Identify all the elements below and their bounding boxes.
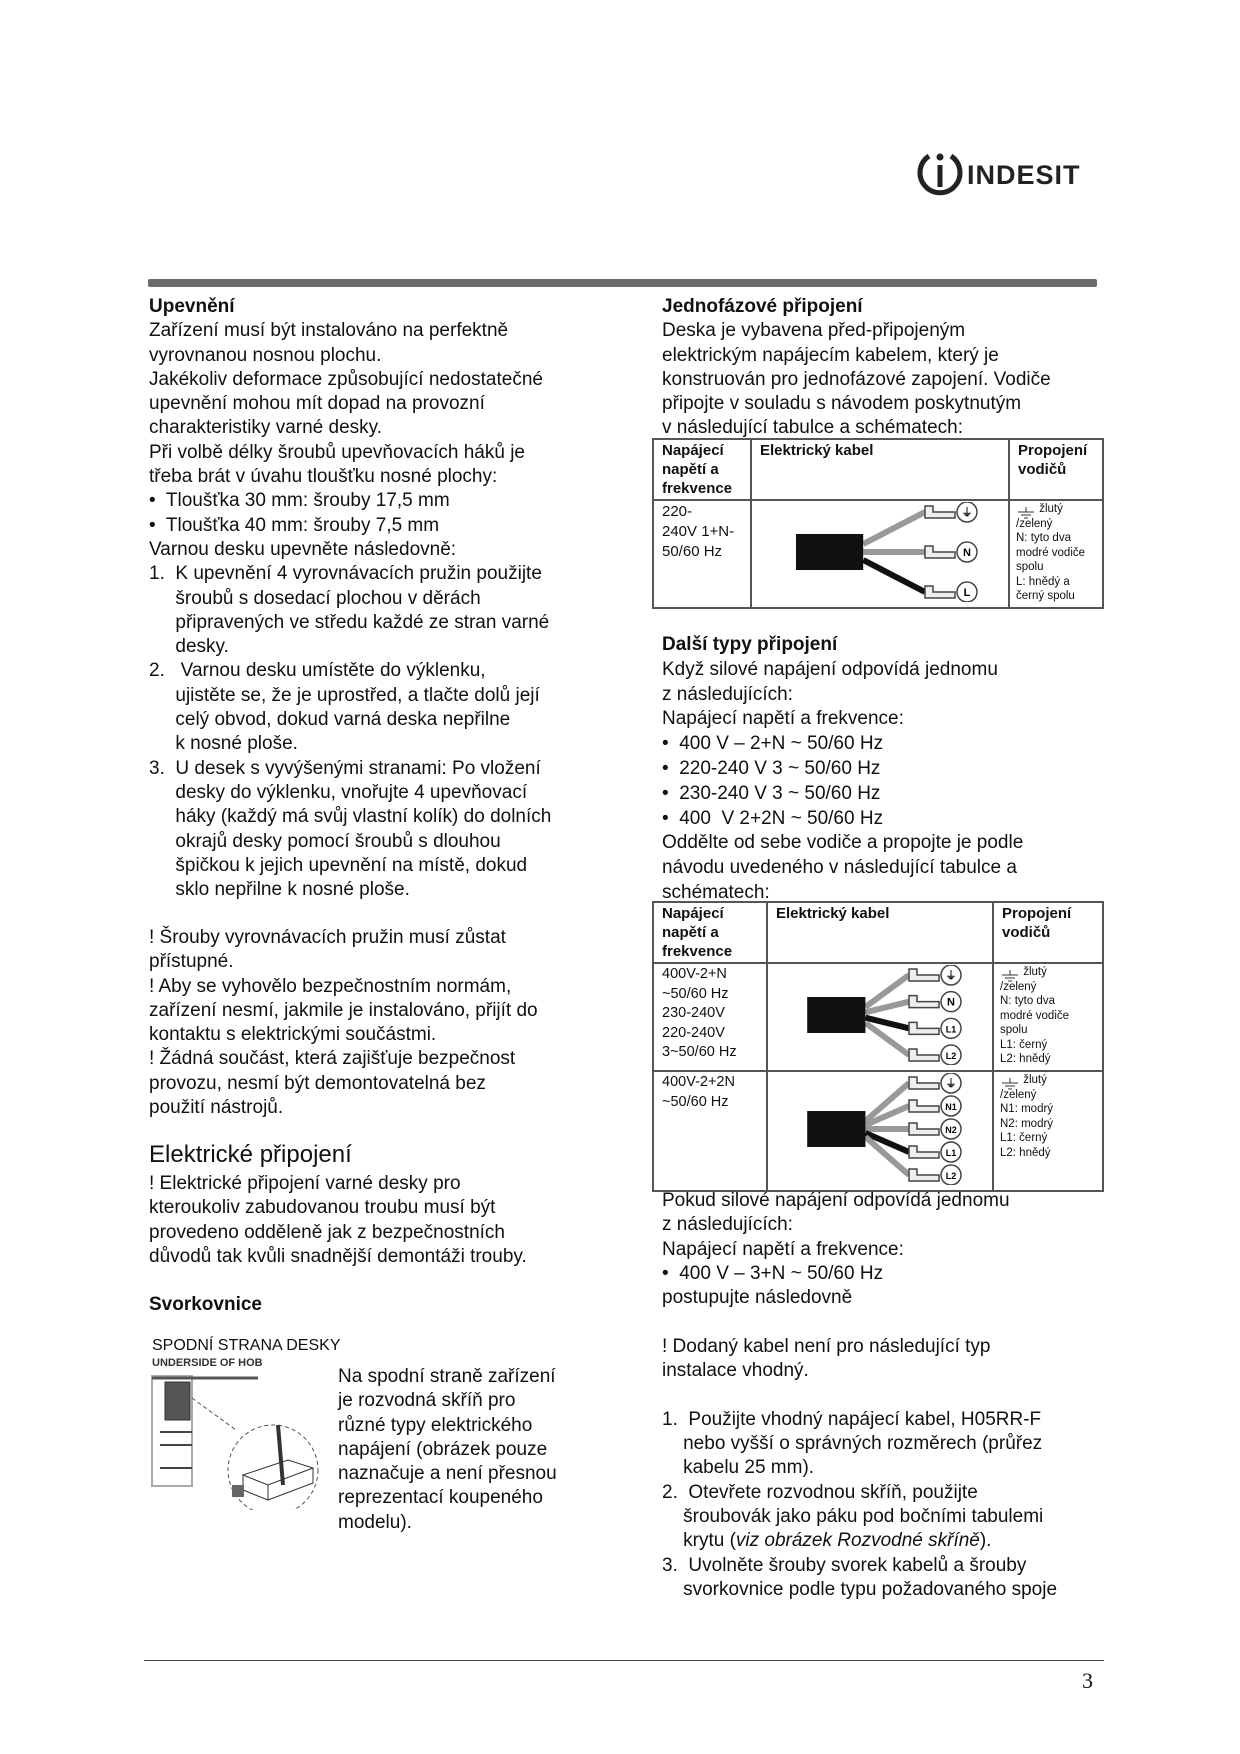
- text-line: konstruován pro jednofázové zapojení. Vodiče: [662, 368, 1051, 390]
- wire-terminal: [909, 996, 939, 1008]
- text-line: krytu (viz obrázek Rozvodné skříně).: [662, 1530, 992, 1552]
- text-line: napájení (obrázek pouze: [338, 1438, 548, 1460]
- text-line: připojte v souladu s návodem poskytnutým: [662, 393, 1022, 415]
- text-line: v následující tabulce a schématech:: [662, 417, 964, 439]
- text-line: 3. U desek s vyvýšenými stranami: Po vložení: [149, 757, 541, 779]
- terminal-label: L2: [945, 1051, 957, 1061]
- wire-terminal: [909, 1077, 939, 1089]
- column-header-wiring: Propojení vodičů: [1009, 439, 1103, 500]
- terminal-label: L: [963, 587, 971, 599]
- wire-terminal: [909, 1169, 939, 1181]
- text-line: vyrovnanou nosnou plochu.: [149, 344, 382, 366]
- text-line: k nosné ploše.: [149, 733, 298, 755]
- column-header-wiring: Propojení vodičů: [993, 902, 1103, 963]
- text-line: připravených ve středu každé ze stran varné: [149, 611, 550, 633]
- text-line: kontaktu s elektrickými součástmi.: [149, 1024, 437, 1046]
- text-line: důvodů tak kvůli snadnější demontáži trouby.: [149, 1245, 527, 1267]
- text-line: celý obvod, dokud varná deska nepřilne: [149, 709, 511, 731]
- svg-text:INDESIT: INDESIT: [967, 160, 1081, 190]
- text-line: ! Aby se vyhovělo bezpečnostním normám,: [149, 975, 512, 997]
- supply-cell: 220- 240V 1+N- 50/60 Hz: [653, 500, 751, 608]
- terminal-label: ⏚: [945, 1078, 957, 1090]
- text-line: 1. K upevnění 4 vyrovnávacích pružin použijte: [149, 563, 542, 585]
- electrical-intro: [149, 1172, 527, 1269]
- text-line: z následujících:: [662, 683, 793, 705]
- text-line: ! Šrouby vyrovnávacích pružin musí zůstat: [149, 927, 506, 948]
- wiring-text: žlutý /zelený N: tyto dva modré vodiče spolu L1: černý L2: hnědý: [1000, 966, 1070, 1065]
- wire-terminal: [909, 1049, 939, 1061]
- wire-terminal: [909, 1100, 939, 1112]
- text-line: • 400 V 2+2N ~ 50/60 Hz: [662, 807, 884, 829]
- text-line: [662, 1384, 1057, 1408]
- text-line: • 400 V – 3+N ~ 50/60 Hz: [662, 1262, 884, 1284]
- text-line: okrajů desky pomocí šroubů s dlouhou: [149, 830, 501, 852]
- wire: [863, 512, 925, 544]
- cable-sheath: [807, 1111, 865, 1147]
- figure-caption: SPODNÍ STRANA DESKY: [152, 1337, 341, 1354]
- text-line: instalace vhodný.: [662, 1360, 809, 1382]
- wire-terminal: [909, 1022, 939, 1034]
- wire-terminal: [909, 1146, 939, 1158]
- text-line: reprezentací koupeného: [338, 1487, 543, 1509]
- terminal-label: L1: [945, 1148, 957, 1158]
- cable-sheath: [807, 997, 865, 1033]
- footer-divider: [144, 1660, 1104, 1661]
- supply-cell: 400V-2+2N ~50/60 Hz: [653, 1071, 767, 1191]
- terminal-label: N: [963, 547, 971, 559]
- terminal-label: ⏚: [945, 970, 957, 982]
- column-header-cable: Elektrický kabel: [751, 439, 1009, 500]
- cable-cell: [767, 1071, 993, 1191]
- supply-cell: 400V-2+N ~50/60 Hz 230-240V 220-240V 3~50/60 Hz: [653, 963, 767, 1071]
- text-line: upevnění mohou mít dopad na provozní: [149, 393, 485, 415]
- terminal-label: N: [947, 996, 955, 1009]
- text-line: ! Elektrické připojení varné desky pro: [149, 1173, 461, 1194]
- cable-cell: [751, 500, 1009, 608]
- ground-icon: [1000, 1078, 1020, 1088]
- installation-steps: [662, 1335, 1057, 1602]
- text-line: charakteristiky varné desky.: [149, 417, 383, 439]
- text-line: Oddělte od sebe vodiče a propojte je podle: [662, 832, 1024, 854]
- text-line: provozu, nesmí být demontovatelná bez: [149, 1072, 486, 1094]
- subheading: Jednofázové připojení: [662, 296, 863, 317]
- header-divider-bar: [148, 279, 1097, 287]
- single-phase-section: [662, 295, 1051, 441]
- column-header-cable: Elektrický kabel: [767, 902, 993, 963]
- subheading: Upevnění: [149, 296, 235, 317]
- text-line: Jakékoliv deformace způsobující nedostatečné: [149, 368, 543, 390]
- text-line: použití nástrojů.: [149, 1097, 284, 1119]
- text-line: svorkovnice podle typu požadovaného spoje: [662, 1578, 1058, 1600]
- text-line: provedeno odděleně jak z bezpečnostních: [149, 1221, 505, 1243]
- safety-notes: [149, 926, 538, 1120]
- text-line: přístupné.: [149, 951, 234, 973]
- wire-terminal: [925, 586, 955, 598]
- wiring-cell: [993, 1071, 1103, 1191]
- text-line: postupujte následovně: [662, 1287, 853, 1309]
- wire-terminal: [909, 969, 939, 981]
- text-line: desky.: [149, 636, 229, 658]
- subheading: Další typy připojení: [662, 634, 838, 655]
- text-line: • 230-240 V 3 ~ 50/60 Hz: [662, 782, 881, 804]
- cable-sheath: [796, 534, 863, 570]
- text-line: schématech:: [662, 881, 770, 903]
- wiring-cell: [993, 963, 1103, 1071]
- terminal-label: ⏚: [961, 507, 973, 519]
- italic-reference: viz obrázek Rozvodné skříně: [735, 1530, 980, 1552]
- text-line: třeba brát v úvahu tloušťku nosné plochy:: [149, 466, 498, 488]
- text-line: 2. Otevřete rozvodnou skříň, použijte: [662, 1481, 978, 1503]
- ground-icon: [1016, 507, 1036, 517]
- column-header-supply: Napájecí napětí a frekvence: [653, 902, 767, 963]
- hob-underside-illustration: [148, 1370, 338, 1510]
- text-line: z následujících:: [662, 1214, 793, 1236]
- terminal-label: L1: [945, 1024, 957, 1035]
- text-line: Na spodní straně zařízení: [338, 1366, 556, 1387]
- text-line: šroubů s dosedací plochou v děrách: [149, 587, 481, 609]
- other-connections-section: [662, 633, 1023, 906]
- text-line: návodu uvedeného v následující tabulce a: [662, 857, 1017, 879]
- text-line: ! Dodaný kabel není pro následující typ: [662, 1336, 991, 1357]
- text-line: je rozvodná skříň pro: [338, 1390, 516, 1412]
- text-line: elektrickým napájecím kabelem, který je: [662, 344, 999, 366]
- multi-phase-connection-table: [652, 901, 1104, 1192]
- ground-icon: [1000, 970, 1020, 980]
- text-line: desky do výklenku, vnořujte 4 upevňovací: [149, 781, 528, 803]
- cable-cell: [767, 963, 993, 1071]
- text-line: špičkou k jejich upevnění na místě, dokud: [149, 854, 528, 876]
- indesit-logo: [915, 148, 1100, 198]
- figure-label: UNDERSIDE OF HOB: [152, 1357, 263, 1369]
- text-line: 1. Použijte vhodný napájecí kabel, H05RR-F: [662, 1408, 1042, 1430]
- three-phase-condition: [662, 1189, 1010, 1310]
- text-line: • 400 V – 2+N ~ 50/60 Hz: [662, 733, 884, 755]
- wire-terminal: [909, 1123, 939, 1135]
- text-line: ujistěte se, že je uprostřed, a tlačte dolů její: [149, 684, 540, 706]
- text-line: Zařízení musí být instalováno na perfektně: [149, 320, 509, 342]
- text-line: Když silové napájení odpovídá jednomu: [662, 658, 998, 680]
- text-line: šroubovák jako páku pod bočními tabulemi: [662, 1506, 1044, 1528]
- text-line: Varnou desku upevněte následovně:: [149, 538, 457, 560]
- terminal-board-heading: Svorkovnice: [149, 1294, 262, 1315]
- wiring-text: žlutý /zelený N: tyto dva modré vodiče spolu L: hnědý a černý spolu: [1016, 503, 1086, 602]
- wire-terminal: [925, 546, 955, 558]
- wiring-cell: [1009, 500, 1103, 608]
- text-line: • Tloušťka 40 mm: šrouby 7,5 mm: [149, 514, 440, 536]
- text-line: nebo vyšší o správných rozměrech (průřez: [662, 1433, 1043, 1455]
- single-phase-connection-table: [652, 438, 1104, 609]
- terminal-board-description: [338, 1365, 557, 1535]
- text-line: Napájecí napětí a frekvence:: [662, 1238, 904, 1260]
- terminal-label: L2: [945, 1171, 957, 1181]
- cable-diagram: [776, 1073, 984, 1185]
- terminal-label: N1: [945, 1102, 957, 1112]
- text-line: háky (každý má svůj vlastní kolík) do dolních: [149, 806, 552, 828]
- text-line: sklo nepřilne k nosné ploše.: [149, 879, 410, 901]
- wire: [863, 560, 925, 592]
- cable-diagram: [760, 502, 1000, 602]
- text-line: modelu).: [338, 1511, 412, 1533]
- text-line: Při volbě délky šroubů upevňovacích háků je: [149, 441, 526, 463]
- text-line: kabelu 25 mm).: [662, 1457, 815, 1479]
- text-line: naznačuje a není přesnou: [338, 1463, 557, 1485]
- terminal-label: N2: [945, 1125, 957, 1135]
- text-line: 2. Varnou desku umístěte do výklenku,: [149, 660, 486, 682]
- text-line: zařízení nesmí, jakmile je instalováno, přijít do: [149, 999, 538, 1021]
- section-heading-electrical: Elektrické připojení: [149, 1141, 352, 1168]
- text-line: • 220-240 V 3 ~ 50/60 Hz: [662, 757, 881, 779]
- wiring-text: žlutý /zelený N1: modrý N2: modrý L1: černý L2: hnědý: [1000, 1074, 1054, 1159]
- column-header-supply: Napájecí napětí a frekvence: [653, 439, 751, 500]
- mounting-section: [149, 295, 551, 902]
- wire-terminal: [925, 506, 955, 518]
- text-line: různé typy elektrického: [338, 1414, 533, 1436]
- text-line: Deska je vybavena před-připojeným: [662, 320, 966, 342]
- cable-diagram: [776, 965, 984, 1065]
- page-number: 3: [1082, 1668, 1093, 1693]
- text-line: Pokud silové napájení odpovídá jednomu: [662, 1190, 1010, 1211]
- text-line: • Tloušťka 30 mm: šrouby 17,5 mm: [149, 490, 450, 512]
- text-line: kteroukoliv zabudovanou troubu musí být: [149, 1197, 496, 1219]
- text-line: ! Žádná součást, která zajišťuje bezpečnost: [149, 1048, 516, 1070]
- text-line: 3. Uvolněte šrouby svorek kabelů a šrouby: [662, 1554, 1027, 1576]
- text-line: Napájecí napětí a frekvence:: [662, 708, 904, 730]
